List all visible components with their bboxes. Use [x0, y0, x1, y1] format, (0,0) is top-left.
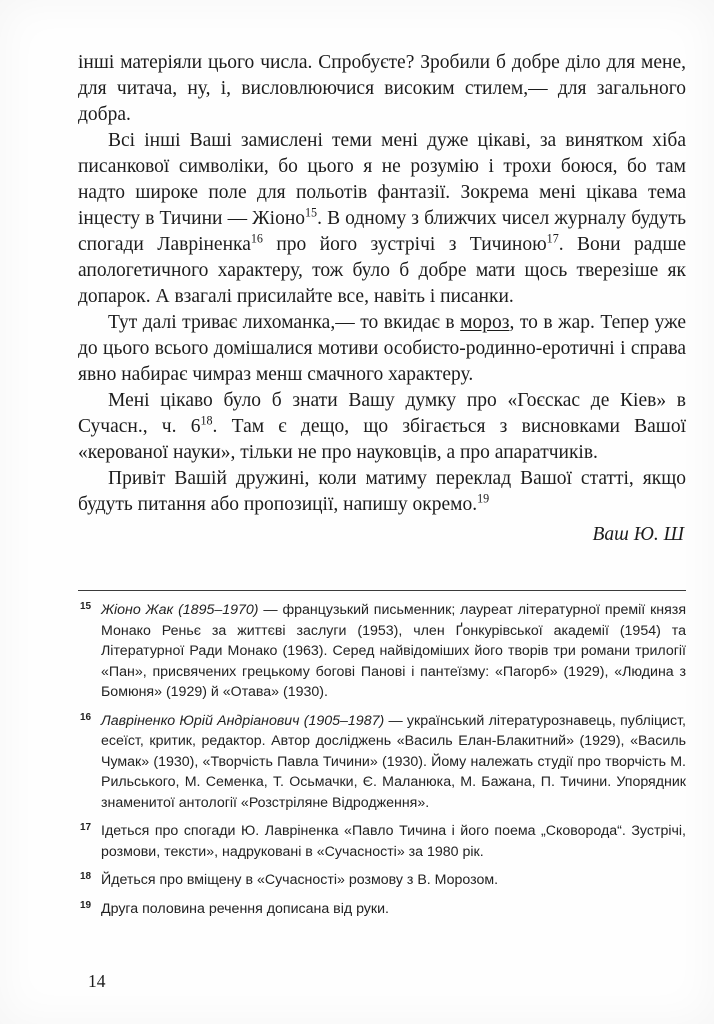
footnote-text: Жіоно Жак (1895–1970) — французький письменник; лауреат літературної премії князя Монако Реньє за життєві заслуги (1953), член Ґонкурівської академії (1954) та Літературної Ради Монако (1963). Серед найвідоміших його творів три романи трилогії «Пан», присвячених грецькому богові Панові і пантеїзму: «Пагорб» (1929), «Людина з Бомюня» (1929) й «Отава» (1930). — [101, 602, 686, 700]
footnote-number: 17 — [80, 822, 92, 833]
footnote — [78, 711, 686, 814]
paragraph: Привіт Вашій дружині, коли матиму переклад Вашої статті, якщо будуть питання або пропозиції, напишу окремо.$^{19}$ — [78, 468, 686, 515]
footnote — [78, 899, 686, 920]
page-number: 14 — [88, 971, 106, 991]
footnote — [78, 600, 686, 703]
paragraph: Мені цікаво було б знати Вашу думку про «Гоєскас де Кіев» в Сучасн., ч. $6^{18}$. Там є дещо, що збігається з висновками Вашої «керованої науки», тільки не про науковців, а про апаратчиків. — [78, 390, 686, 463]
footnote-number: 18 — [80, 871, 92, 882]
footnote-text: Друга половина речення дописана від руки. — [101, 900, 389, 917]
signature: Ваш Ю. Ш — [592, 524, 684, 545]
main-text-block — [78, 50, 686, 548]
footnote-section — [78, 590, 686, 919]
footnote-text: Ідеться про спогади Ю. Лавріненка «Павло Тичина і його поема „Сковорода“. Зустрічі, розмови, тексти», надруковані в «Сучасності» за 1980 рік. — [101, 823, 686, 860]
paragraph: Всі інші Ваші замислені теми мені дуже цікаві, за винятком хіба писанкової символіки, бо цього я не розумію і трохи боюся, бо там надто широке поле для польотів фантазії. Зокрема мені цікава тема інцесту в Тичини — Жіоно$^{15}$. В одному з ближчих чисел журналу будуть спогади Лавріненка$^{16}$ про його зустрічі з Тичиною$^{17}$. Вони радше апологетичного характеру, тож було б добре мати щось тверезіше як допарок. А взагалі присилайте все, навіть і писанки. — [78, 130, 687, 307]
footnote-number: 16 — [80, 711, 92, 723]
paragraph: інші матеріяли цього числа. Спробуєте? Зробили б добре діло для мене, для читача, ну, і, висловлюючися високим стилем,— для загального добра. — [78, 52, 686, 125]
footnote-text: Йдеться про вміщену в «Сучасності» розмову з В. Морозом. — [101, 872, 499, 888]
paragraph: Тут далі триває лихоманка,— то вкидає в мороз, то в жар. Тепер уже до цього всього домішалися мотиви особисто-родинно-еротичні і справа явно набирає чимраз менш смачного характеру. — [78, 312, 686, 385]
footnote — [78, 870, 686, 891]
footnote — [78, 821, 686, 862]
footnote-number: 15 — [80, 601, 92, 612]
footnote-text: Лавріненко Юрій Андріанович (1905–1987) — український літературознавець, публіцист, есеїст, критик, редактор. Автор досліджень «Василь Елан-Блакитний» (1929), «Василь Чумак» (1930), «Творчість Павла Тичини» (1930). Йому належать студії про творчість М. Рильського, М. Семенка, Т. Осьмачки, Є. Маланюка, М. Бажана, П. Тичини. Упорядник знаменитої антології «Розстріляне Відродження». — [101, 712, 686, 811]
footnote-number: 19 — [80, 899, 92, 911]
